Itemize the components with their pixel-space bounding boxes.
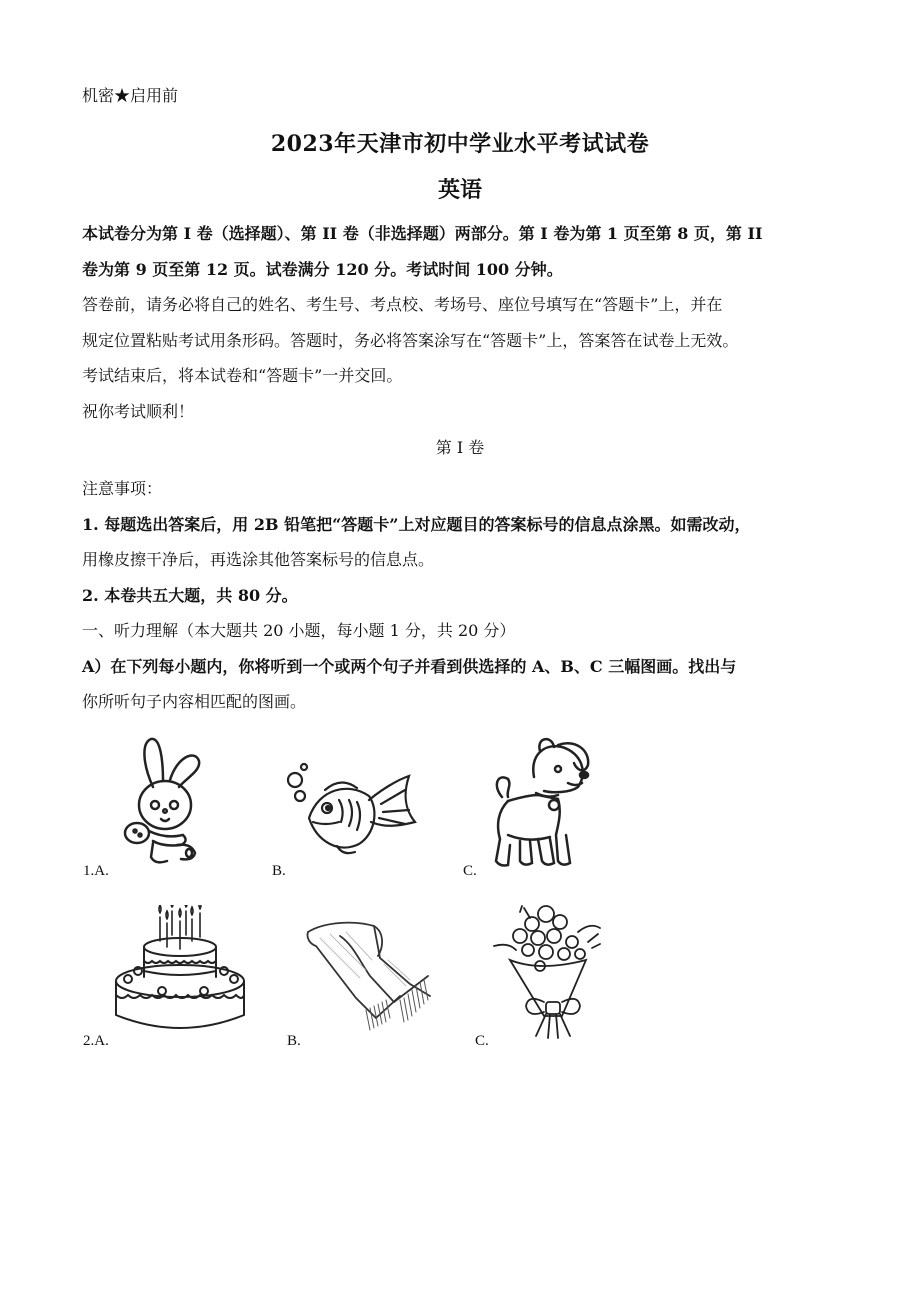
option-label: 1.A.	[83, 863, 109, 879]
intro-line: 考试结束后，将本试卷和“答题卡”一并交回。	[82, 366, 403, 385]
scarf-icon	[300, 918, 440, 1036]
confidential-label: 机密★启用前	[82, 86, 179, 105]
intro-line: 本试卷分为第 I 卷（选择题）、第 II 卷（非选择题）两部分。第 I 卷为第 1 页至第 8 页，第 II	[82, 224, 763, 243]
option-label: C.	[463, 863, 477, 879]
intro-line: 祝你考试顺利！	[82, 401, 195, 421]
fish-icon	[285, 760, 425, 860]
dog-icon	[478, 735, 618, 873]
note-line: 2. 本卷共五大题，共 80 分。	[82, 585, 298, 605]
option-label: B.	[272, 863, 286, 879]
intro-paragraph	[82, 216, 842, 429]
option-label: B.	[287, 1033, 301, 1049]
note-line: 1. 每题选出答案后，用 2B 铅笔把“答题卡”上对应题目的答案标号的信息点涂黑。如需改动，	[82, 514, 751, 534]
flower-bouquet-icon	[490, 902, 610, 1040]
notes-title: 注意事项：	[82, 479, 163, 498]
section-title: 一、听力理解（本大题共 20 小题，每小题 1 分，共 20 分）	[82, 621, 516, 640]
birthday-cake-icon	[112, 905, 252, 1035]
instruction-line: 你所听句子内容相匹配的图画。	[82, 692, 307, 711]
note-line: 用橡皮擦干净后，再选涂其他答案标号的信息点。	[82, 550, 435, 569]
option-label: C.	[475, 1033, 489, 1049]
option-label: 2.A.	[83, 1033, 109, 1049]
subject-title: 英语	[437, 177, 482, 203]
intro-line: 规定位置粘贴考试用条形码。答题时，务必将答案涂写在“答题卡”上，答案答在试卷上无效。	[82, 330, 739, 350]
notes-block	[82, 471, 842, 720]
part-heading: 第 I 卷	[435, 438, 485, 457]
intro-line: 答卷前，请务必将自己的姓名、考生号、考点校、考场号、座位号填写在“答题卡”上，并在	[82, 295, 723, 314]
rabbit-icon	[115, 735, 215, 870]
page-title: 2023年天津市初中学业水平考试试卷	[270, 131, 650, 157]
intro-line: 卷为第 9 页至第 12 页。试卷满分 120 分。考试时间 100 分钟。	[82, 259, 563, 279]
instruction-line: A）在下列每小题内，你将听到一个或两个句子并看到供选择的 A、B、C 三幅图画。找出与	[82, 656, 737, 676]
